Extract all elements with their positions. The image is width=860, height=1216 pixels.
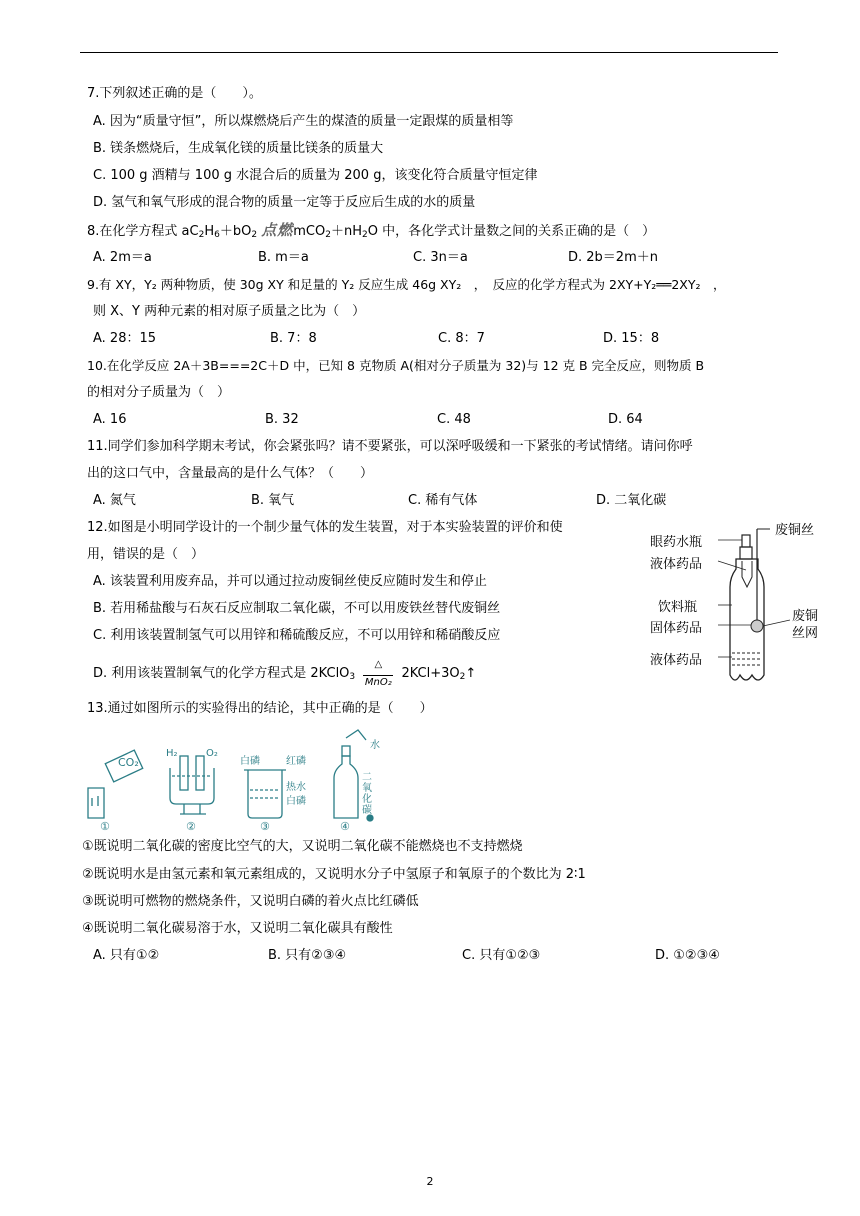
q11-line1: 11.同学们参加科学期末考试，你会紧张吗？请不要紧张，可以深呼吸缓和一下紧张的考试情绪。请问你呼 (87, 439, 693, 454)
label-white-p: 白磷 (240, 756, 260, 767)
label-hot-water: 热水 (286, 782, 306, 793)
q13-option-a: A. 只有①② (93, 948, 160, 963)
q12-option-d: D. 利用该装置制氧气的化学方程式是 2KClO$_3$ △ MnO₂ $2KCl+3O_2↑$ (93, 659, 477, 688)
q12-line1: 12.如图是小明同学设计的一个制少量气体的发生装置，对于本实验装置的评价和使 (87, 520, 563, 535)
q12-reaction-condition (363, 660, 393, 687)
q9-option-c: C. 8：7 (438, 331, 485, 346)
q7-stem: 7.下列叙述正确的是（ ）。 (87, 86, 262, 101)
q13-statement-4: ④既说明二氧化碳易溶于水，又说明二氧化碳具有酸性 (82, 921, 393, 936)
q11-line2: 出的这口气中，含量最高的是什么气体？（ ） (87, 466, 374, 481)
q7-option-d: D. 氢气和氧气形成的混合物的质量一定等于反应后生成的水的质量 (93, 195, 476, 210)
label-copper-wire: 废铜丝 (775, 523, 815, 538)
q9-line2: 则 X、Y 两种元素的相对原子质量之比为（ ） (93, 304, 366, 319)
label-copper-net: 废铜 丝网 (792, 609, 819, 641)
label-dropper-bottle: 眼药水瓶 (650, 535, 703, 550)
q13-option-b: B. 只有②③④ (268, 948, 347, 963)
q12-option-c: C. 利用该装置制氢气可以用锌和稀硫酸反应，不可以用锌和稀硝酸反应 (93, 628, 501, 643)
q8-stem-mid2: ＋bO (219, 224, 252, 239)
q8-option-c: C. 3n＝a (413, 250, 468, 265)
q8-stem-post: mCO (293, 224, 326, 239)
label-n4: ④ (340, 820, 350, 833)
label-red-p: 红磷 (286, 756, 306, 767)
q12-option-a: A. 该装置利用废弃品，并可以通过拉动废铜丝使反应随时发生和停止 (93, 574, 487, 589)
q13-statement-3: ③既说明可燃物的燃烧条件，又说明白磷的着火点比红磷低 (82, 894, 419, 909)
label-n3: ③ (260, 820, 270, 833)
label-co2: CO₂ (118, 756, 139, 769)
gas-arrow: ↑ (465, 666, 477, 681)
q13-experiments-figure (80, 726, 390, 834)
q8-stem-pre: 8.在化学方程式 aC (87, 224, 199, 239)
q13-option-d: D. ①②③④ (655, 948, 720, 963)
catalyst-label: MnO₂ (364, 677, 392, 688)
q8-stem-post2: ＋nH (330, 224, 362, 239)
q11-option-d: D. 二氧化碳 (596, 493, 667, 508)
header-rule (80, 52, 778, 53)
q11-option-b: B. 氧气 (251, 493, 295, 508)
q10-line1: 10.在化学反应 2A＋3B===2C＋D 中，已知 8 克物质 A(相对分子质量为 32)与 12 克 B 完全反应，则物质 B (87, 358, 705, 373)
q10-option-a: A. 16 (93, 412, 127, 427)
q12-apparatus-figure (640, 525, 840, 690)
q13-statement-1: ①既说明二氧化碳的密度比空气的大，又说明二氧化碳不能燃烧也不支持燃烧 (82, 839, 523, 854)
q13-stem: 13.通过如图所示的实验得出的结论，其中正确的是（ ） (87, 701, 433, 716)
label-white-p2: 白磷 (286, 796, 306, 807)
q8-stem: 8.在化学方程式 $aC_2H_6+bO_2$ 点燃$mCO_2+nH_2O$ 中，各化学式计量数之间的关系正确的是（ ） (87, 221, 656, 240)
q10-option-d: D. 64 (608, 412, 643, 427)
q13-option-c: C. 只有①②③ (462, 948, 541, 963)
q12-option-d-post: 2KCl+3O (401, 666, 460, 681)
label-water: 水 (370, 740, 380, 751)
q7-option-a: A. 因为“质量守恒”，所以煤燃烧后产生的煤渣的质量一定跟煤的质量相等 (93, 114, 514, 129)
heat-symbol: △ (374, 659, 383, 670)
q9-option-d: D. 15：8 (603, 331, 660, 346)
q8-stem-end: O 中，各化学式计量数之间的关系正确的是（ ） (367, 224, 656, 239)
q8-condition: 点燃 (261, 221, 294, 239)
q11-option-c: C. 稀有气体 (408, 493, 478, 508)
q12-line2: 用，错误的是（ ） (87, 547, 205, 562)
label-h2: H₂ (166, 748, 178, 759)
label-n2: ② (186, 820, 196, 833)
q8-option-a: A. 2m＝a (93, 250, 152, 265)
label-solid: 固体药品 (650, 621, 703, 636)
page-number: 2 (426, 1175, 434, 1188)
q12-option-b: B. 若用稀盐酸与石灰石反应制取二氧化碳，不可以用废铁丝替代废铜丝 (93, 601, 501, 616)
q9-option-b: B. 7：8 (270, 331, 317, 346)
q12-option-d-pre: D. 利用该装置制氧气的化学方程式是 2KClO (93, 666, 350, 681)
q10-option-b: B. 32 (265, 412, 299, 427)
label-o2: O₂ (206, 748, 218, 759)
q7-option-c: C. 100 g 酒精与 100 g 水混合后的质量为 200 g，该变化符合质量守恒定律 (93, 168, 538, 183)
q11-option-a: A. 氮气 (93, 493, 136, 508)
q13-statement-2: ②既说明水是由氢元素和氧元素组成的，又说明水分子中氢原子和氧原子的个数比为 2∶1 (82, 867, 586, 882)
q7-option-b: B. 镁条燃烧后，生成氧化镁的质量比镁条的质量大 (93, 141, 384, 156)
label-n1: ① (100, 820, 110, 833)
label-liquid-bottom: 液体药品 (650, 653, 703, 668)
label-drink-bottle: 饮料瓶 (658, 600, 698, 615)
q10-line2: 的相对分子质量为（ ） (87, 385, 231, 400)
q8-stem-mid1: H (204, 224, 215, 239)
label-liquid-top: 液体药品 (650, 557, 703, 572)
label-co2-vertical: 二氧化碳 (362, 772, 372, 816)
q9-option-a: A. 28：15 (93, 331, 157, 346)
q8-option-d: D. 2b＝2m＋n (568, 250, 658, 265)
q8-option-b: B. m＝a (258, 250, 309, 265)
q9-line1: 9.有 XY，Y₂ 两种物质，使 30g XY 和足量的 Y₂ 反应生成 46g XY₂ ， 反应的化学方程式为 2XY+Y₂══2XY₂ ， (87, 277, 726, 292)
q10-option-c: C. 48 (437, 412, 471, 427)
